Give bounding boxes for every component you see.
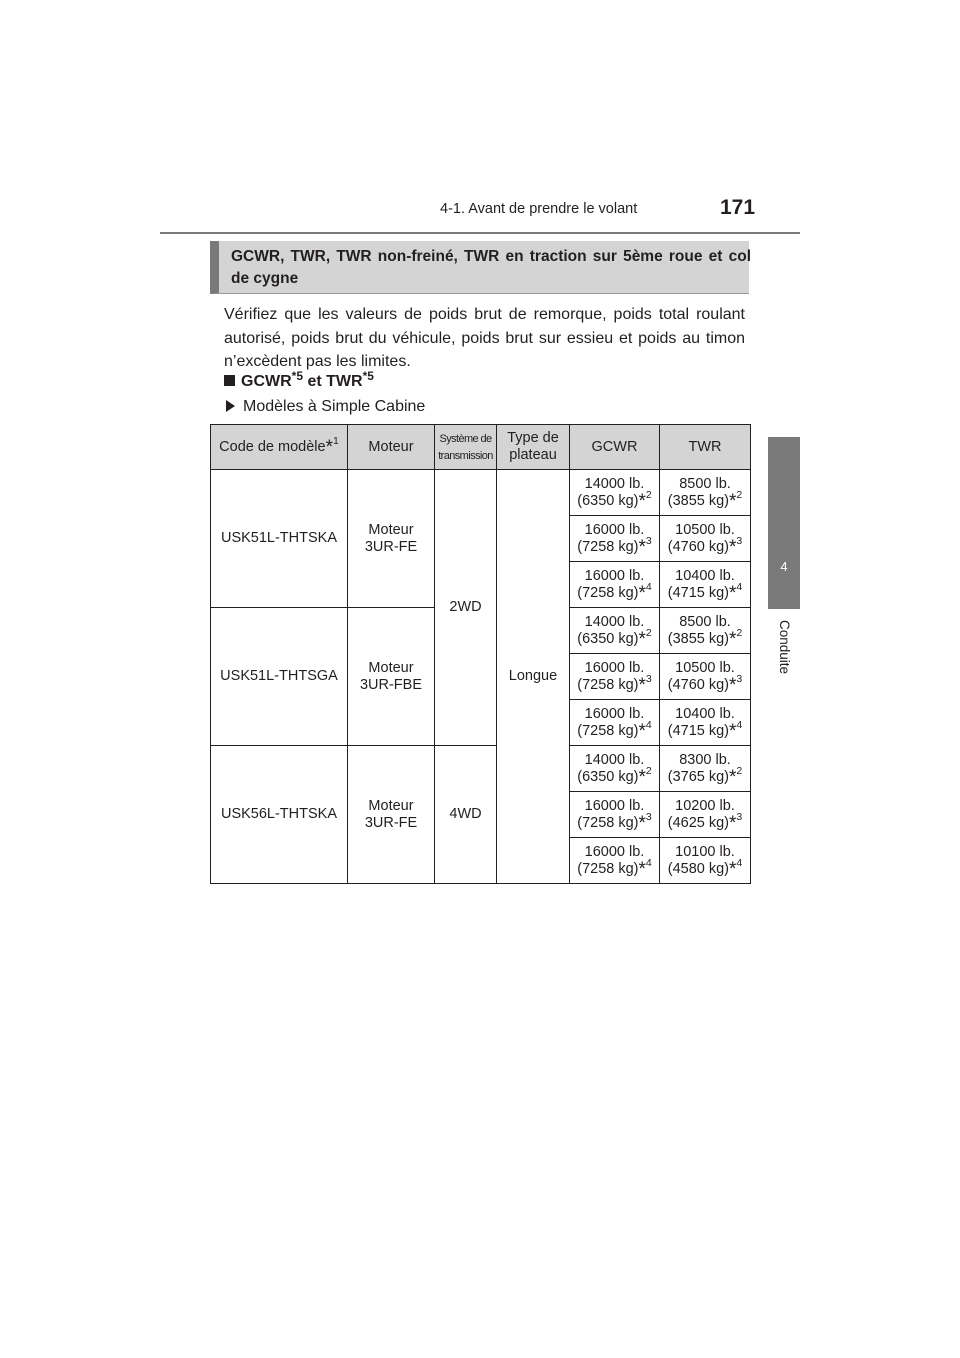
- model-code-cell: USK51L-THTSGA: [211, 608, 348, 746]
- twr-cell: 10400 lb. (4715 kg)*$^4$: [660, 700, 751, 746]
- twr-cell: 10500 lb. (4760 kg)*$^3$: [660, 516, 751, 562]
- section-title: 4-1. Avant de prendre le volant: [440, 201, 638, 217]
- subheading-twr: et TWR: [303, 373, 363, 390]
- gcwr-cell: 14000 lb. (6350 kg)*$^2$: [570, 608, 660, 654]
- twr-cell: 10500 lb. (4760 kg)*$^3$: [660, 654, 751, 700]
- table-row: [211, 470, 751, 516]
- towing-capacity-table: [210, 424, 751, 884]
- table-row: [211, 746, 751, 792]
- gcwr-cell: 16000 lb. (7258 kg)*$^4$: [570, 700, 660, 746]
- chapter-tab-number[interactable]: 4: [768, 437, 800, 609]
- intro-paragraph: Vérifiez que les valeurs de poids brut de remorque, poids total roulant autorisé, poids brut du véhicule, poids brut sur essieu et poids au timon n’excèdent pas les limites.: [224, 306, 745, 370]
- gcwr-cell: 16000 lb. (7258 kg)*$^4$: [570, 838, 660, 884]
- footnote-ref: *5: [362, 369, 374, 383]
- page-number: 171: [720, 196, 756, 219]
- model-code-cell: USK51L-THTSKA: [211, 470, 348, 608]
- header-gcwr: GCWR: [570, 425, 660, 470]
- triangle-bullet-icon: [226, 400, 235, 412]
- footnote-ref: *5: [291, 369, 304, 383]
- twr-cell: 10400 lb. (4715 kg)*$^4$: [660, 562, 751, 608]
- engine-cell: Moteur 3UR-FE: [348, 470, 435, 608]
- header-model-code: Code de modèle*$^1$: [211, 425, 348, 470]
- header-twr: TWR: [660, 425, 751, 470]
- gcwr-cell: 16000 lb. (7258 kg)*$^3$: [570, 654, 660, 700]
- gcwr-cell: 16000 lb. (7258 kg)*$^3$: [570, 516, 660, 562]
- header-divider: [160, 232, 800, 234]
- header-bed-type: Type de plateau: [497, 425, 570, 470]
- subheading-gcwr: GCWR: [241, 373, 292, 390]
- twr-cell: 8500 lb. (3855 kg)*$^2$: [660, 470, 751, 516]
- gcwr-cell: 16000 lb. (7258 kg)*$^4$: [570, 562, 660, 608]
- transmission-cell: 4WD: [435, 746, 497, 884]
- twr-cell: 8300 lb. (3765 kg)*$^2$: [660, 746, 751, 792]
- section-banner: [210, 241, 749, 294]
- twr-cell: 10100 lb. (4580 kg)*$^4$: [660, 838, 751, 884]
- chapter-tab-label: Conduite: [777, 620, 792, 675]
- bed-type-cell: Longue: [497, 470, 570, 884]
- table-header-row: [211, 425, 751, 470]
- engine-cell: Moteur 3UR-FE: [348, 746, 435, 884]
- twr-cell: 10200 lb. (4625 kg)*$^3$: [660, 792, 751, 838]
- banner-title: GCWR, TWR, TWR non-freiné, TWR en traction sur 5ème roue et col de cygne: [231, 248, 751, 287]
- model-code-cell: USK56L-THTSKA: [211, 746, 348, 884]
- subheading: [224, 369, 374, 391]
- gcwr-cell: 14000 lb. (6350 kg)*$^2$: [570, 470, 660, 516]
- header-engine: Moteur: [348, 425, 435, 470]
- model-subheading-text: Modèles à Simple Cabine: [243, 398, 426, 415]
- transmission-cell: 2WD: [435, 470, 497, 746]
- gcwr-cell: 16000 lb. (7258 kg)*$^3$: [570, 792, 660, 838]
- twr-cell: 8500 lb. (3855 kg)*$^2$: [660, 608, 751, 654]
- header-transmission: Système de transmission: [435, 425, 497, 470]
- square-bullet-icon: [224, 375, 235, 386]
- gcwr-cell: 14000 lb. (6350 kg)*$^2$: [570, 746, 660, 792]
- engine-cell: Moteur 3UR-FBE: [348, 608, 435, 746]
- model-subheading: [226, 398, 425, 416]
